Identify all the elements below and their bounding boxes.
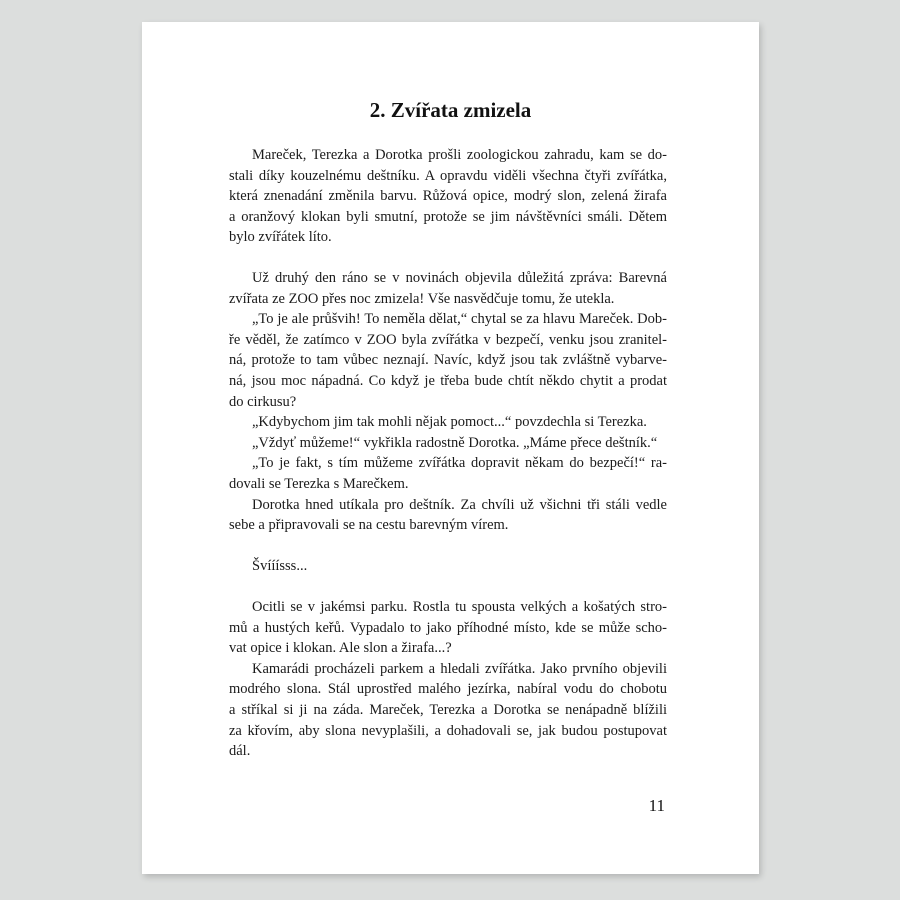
text-line: za křovím, aby slona nevyplašili, a dohadovali se, jak budou postupovat (229, 722, 667, 739)
text-line: mů a hustých keřů. Vypadalo to jako příhodné místo, kde se může scho- (229, 619, 667, 636)
text-line: „To je ale průšvih! To neměla dělat,“ chytal se za hlavu Mareček. Dob- (252, 311, 667, 328)
paragraph-block-3 (229, 556, 667, 577)
text-line: do cirkusu? (229, 393, 297, 410)
page-number: 11 (648, 796, 665, 815)
text-line: Mareček, Terezka a Dorotka prošli zoologickou zahradu, kam se do- (252, 147, 667, 163)
text-line: Dorotka hned utíkala pro deštník. Za chvíli už všichni tři stáli vedle (252, 496, 667, 513)
chapter-title: 2. Zvířata zmizela (369, 98, 532, 122)
text-line: dál. (229, 743, 251, 760)
text-line: a oranžový klokan byli smutní, protože se jim návštěvníci smáli. Dětem (229, 208, 667, 225)
text-line: zvířata ze ZOO přes noc zmizela! Vše nasvědčuje tomu, že utekla. (229, 290, 615, 307)
text-line: Kamarádi procházeli parkem a hledali zvířátka. Jako prvního objevili (252, 660, 667, 677)
text-line: modrého slona. Stál uprostřed malého jezírka, nabíral vodu do chobotu (229, 681, 667, 698)
text-line: „Vždyť můžeme!“ vykřikla radostně Dorotka. „Máme přece deštník.“ (252, 434, 658, 451)
paragraph-block-1 (229, 145, 667, 248)
book-page (142, 22, 759, 874)
text-line: vat opice i klokan. Ale slon a žirafa...? (229, 640, 452, 657)
text-line: a stříkal si ji na záda. Mareček, Terezka a Dorotka se nenápadně blížili (229, 701, 667, 718)
text-line: „Kdybychom jim tak mohli nějak pomoct...“ povzdechla si Terezka. (252, 414, 647, 431)
text-line: bylo zvířátek líto. (229, 229, 332, 246)
text-line: ná, jsou moc nápadná. Co když je třeba bude chtít někdo chytit a prodat (229, 372, 667, 389)
text-line: která znenadání změnila barvu. Růžová opice, modrý slon, zelená žirafa (229, 188, 667, 205)
text-line: Ocitli se v jakémsi parku. Rostla tu spousta velkých a košatých stro- (252, 599, 667, 615)
text-line: Už druhý den ráno se v novinách objevila důležitá zpráva: Barevná (252, 270, 667, 286)
text-line: „To je fakt, s tím můžeme zvířátka dopravit někam do bezpečí!“ ra- (252, 455, 667, 472)
paragraph-block-4 (229, 597, 667, 762)
text-line: ná, protože to tam vůbec neznají. Navíc, když jsou tak zvláštně vybarve- (229, 352, 667, 369)
text-line: Švííísss... (252, 558, 308, 574)
text-line: sebe a připravovali se na cestu barevným vírem. (229, 517, 509, 534)
text-line: dovali se Terezka s Marečkem. (229, 475, 409, 492)
paragraph-block-2 (229, 268, 667, 536)
text-line: ře věděl, že zatímco v ZOO byla zvířátka v bezpečí, venku jsou zranitel- (229, 331, 667, 348)
text-line: stali díky kouzelnému deštníku. A opravdu viděli všechna čtyři zvířátka, (229, 167, 667, 184)
